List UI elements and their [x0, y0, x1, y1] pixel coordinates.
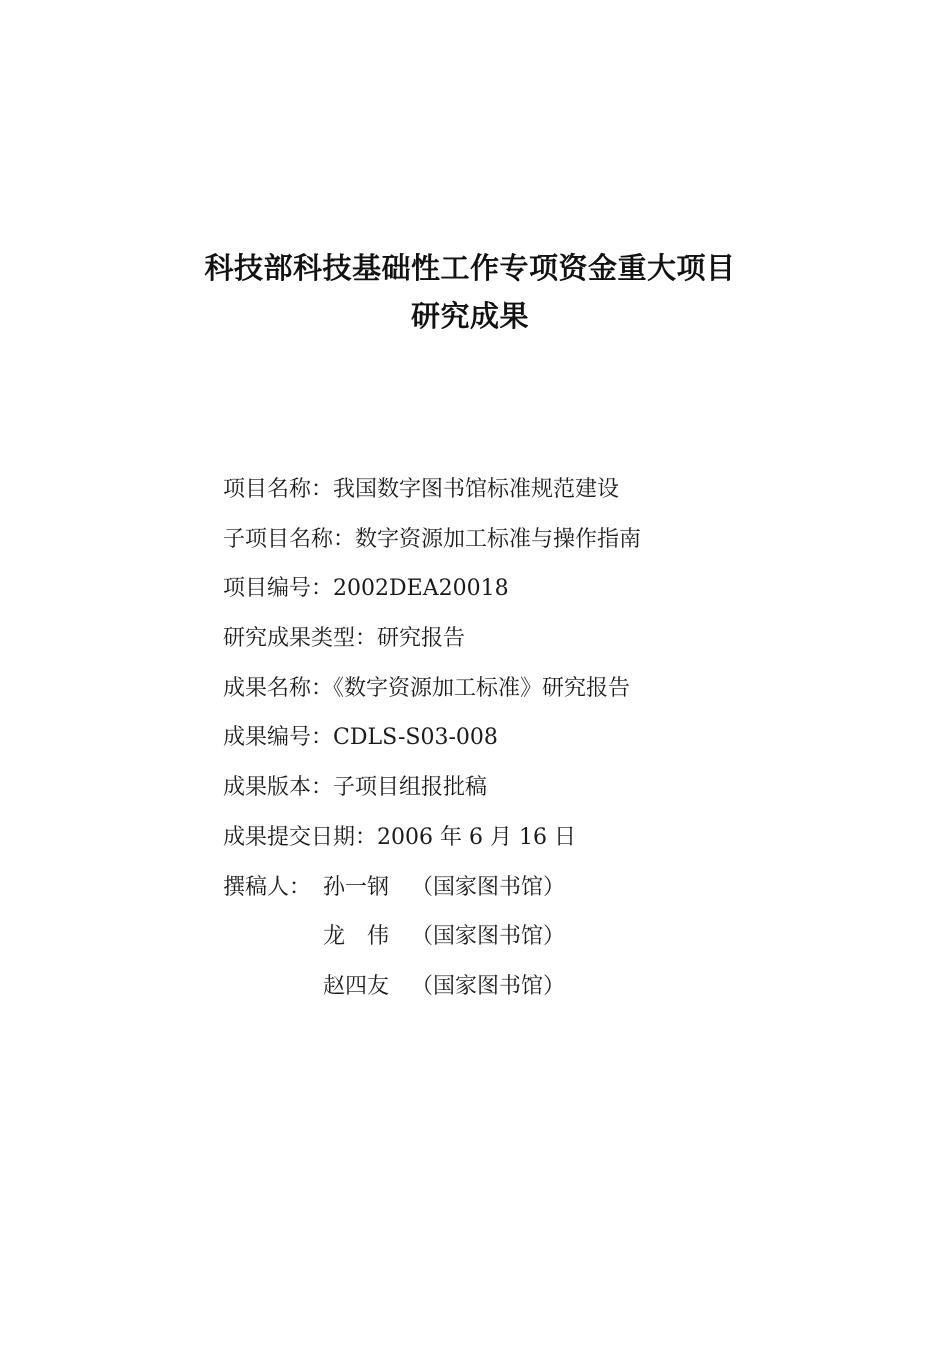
field-value: 2002DEA20018 [333, 576, 509, 602]
field-value: CDLS-S03-008 [333, 725, 498, 751]
field-value: 数字资源加工标准与操作指南 [355, 526, 642, 552]
field-result-version [223, 768, 641, 818]
field-project-name [223, 470, 641, 520]
field-result-type [223, 619, 641, 669]
field-value: 我国数字图书馆标准规范建设 [333, 477, 620, 502]
document-title [0, 244, 940, 340]
field-project-number [223, 569, 641, 619]
field-label: 子项目名称： [223, 526, 356, 552]
field-label: 成果提交日期： [223, 824, 378, 850]
author-row [223, 967, 641, 1017]
authors-block [223, 868, 641, 1017]
field-label: 项目名称： [223, 477, 334, 502]
field-label: 成果版本： [223, 775, 334, 801]
title-line-2: 研究成果 [410, 299, 529, 333]
field-value: 子项目组报批稿 [333, 775, 488, 801]
author-name: 赵四友 [323, 973, 390, 999]
author-org: （国家图书馆） [411, 874, 566, 900]
field-value: 研究报告 [377, 626, 466, 652]
author-row [223, 868, 641, 918]
field-label: 项目编号： [223, 576, 334, 602]
field-value: 2006 年 6 月 16 日 [377, 824, 576, 850]
field-result-number [223, 718, 641, 768]
project-info [223, 470, 641, 1017]
field-result-name [223, 669, 641, 719]
author-org: （国家图书馆） [411, 924, 566, 950]
authors-label: 撰稿人： [223, 874, 312, 900]
field-label: 成果名称： [223, 675, 334, 701]
field-label: 研究成果类型： [223, 626, 378, 652]
field-value: 《数字资源加工标准》研究报告 [333, 675, 631, 701]
title-line-1: 科技部科技基础性工作专项资金重大项目 [204, 251, 736, 285]
field-label: 成果编号： [223, 725, 334, 751]
author-name: 孙一钢 [323, 874, 390, 900]
author-row [223, 917, 641, 967]
author-name: 龙 伟 [323, 924, 390, 950]
field-submit-date [223, 818, 641, 868]
field-subproject-name [223, 520, 641, 570]
author-org: （国家图书馆） [411, 973, 566, 999]
